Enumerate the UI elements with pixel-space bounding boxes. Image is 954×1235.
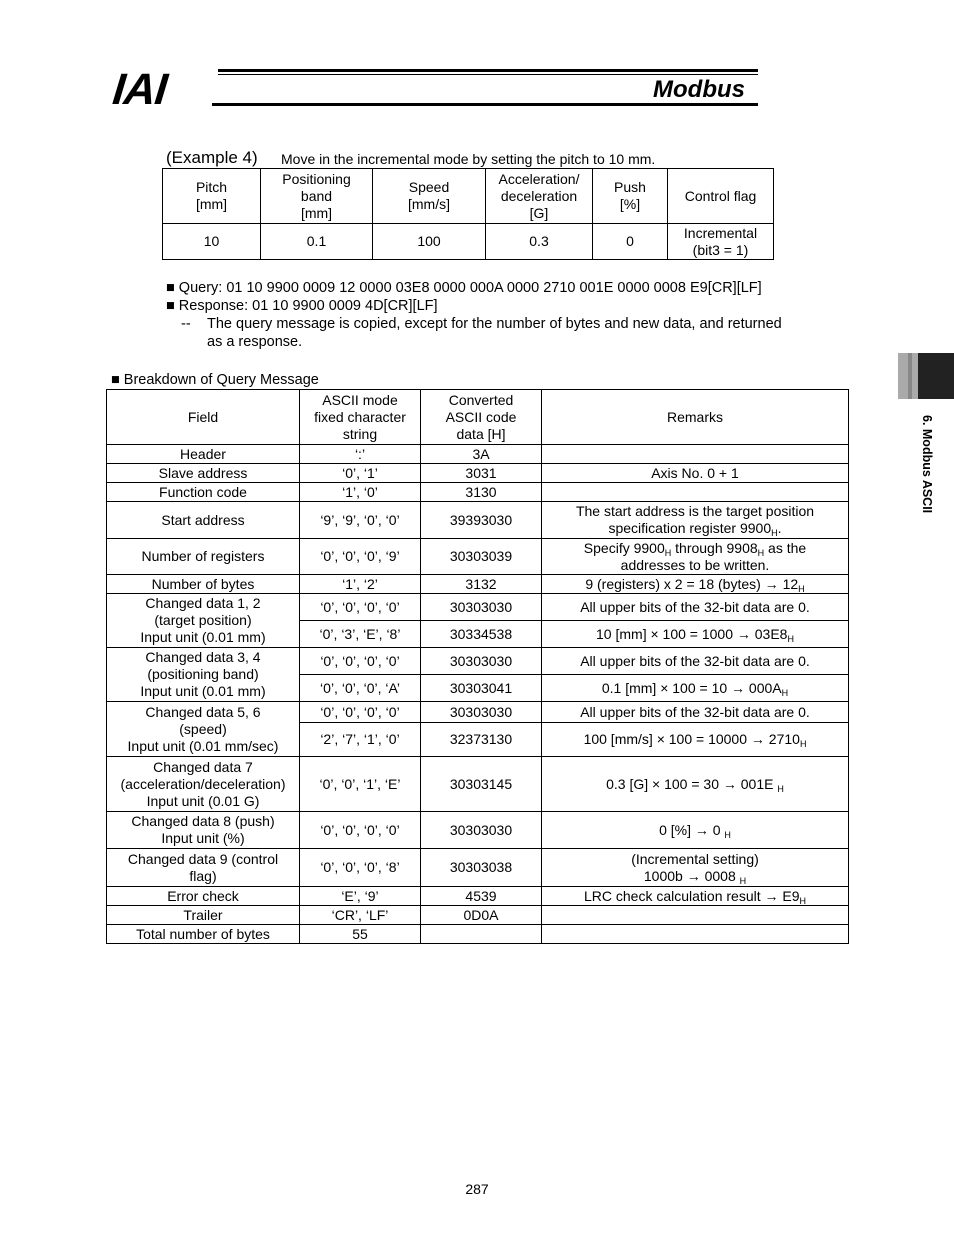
example-description: Move in the incremental mode by setting the pitch to 10 mm.: [281, 151, 656, 167]
remarks-cell: [542, 445, 849, 464]
field-cell: Changed data 8 (push) Input unit (%): [107, 812, 300, 849]
breakdown-table: [106, 389, 849, 944]
value-cell: 10: [163, 224, 261, 260]
field-cell: Header: [107, 445, 300, 464]
field-cell: Slave address: [107, 464, 300, 483]
remarks-cell: 10 $[mm] \times 100 = 1000 \to 03E8_H$: [542, 621, 849, 648]
ascii-cell: ‘0’, ‘0’, ‘1’, ‘E’: [300, 757, 421, 812]
header-cell: Positioning band [mm]: [261, 169, 373, 224]
remarks-cell: [542, 483, 849, 502]
value-cell: 0: [593, 224, 668, 260]
header-cell: Field: [107, 390, 300, 445]
ascii-cell: ‘CR’, ‘LF’: [300, 906, 421, 925]
header-cell: Remarks: [542, 390, 849, 445]
field-cell: Function code: [107, 483, 300, 502]
code-cell: 0D0A: [421, 906, 542, 925]
page-number: 287: [465, 1181, 489, 1197]
remarks-cell: All upper bits of the 32-bit data are 0.: [542, 702, 849, 723]
response-line: ■ Response: 01 10 9900 0009 4D[CR][LF]: [166, 298, 438, 314]
value-cell: 0.1: [261, 224, 373, 260]
header-cell: Converted ASCII code data [H]: [421, 390, 542, 445]
code-cell: 30303030: [421, 702, 542, 723]
code-cell: 30303030: [421, 812, 542, 849]
ascii-cell: ‘:’: [300, 445, 421, 464]
code-cell: 30303038: [421, 849, 542, 887]
remarks-cell: 0 [%] → 0 $_H$: [542, 812, 849, 849]
ascii-cell: ‘0’, ‘0’, ‘0’, ‘A’: [300, 675, 421, 702]
side-tab-marker-mid: [908, 353, 912, 399]
example-title: (Example 4): [166, 148, 258, 167]
header-cell: Control flag: [668, 169, 774, 224]
code-cell: 30334538: [421, 621, 542, 648]
ascii-cell: ‘E’, ‘9’: [300, 887, 421, 906]
remarks-cell: LRC check calculation result → $E9_H$: [542, 887, 849, 906]
remarks-cell: All upper bits of the 32-bit data are 0.: [542, 594, 849, 621]
ascii-cell: ‘1’, ‘2’: [300, 575, 421, 594]
header-cell: ASCII mode fixed character string: [300, 390, 421, 445]
field-cell: Changed data 7 (acceleration/deceleration) Input unit (0.01 G): [107, 757, 300, 812]
note-dash: --: [181, 316, 191, 332]
header-cell: Push [%]: [593, 169, 668, 224]
ascii-cell: ‘0’, ‘1’: [300, 464, 421, 483]
code-cell: 3A: [421, 445, 542, 464]
header-cell: Speed [mm/s]: [373, 169, 486, 224]
value-cell: 100: [373, 224, 486, 260]
query-line: ■ Query: 01 10 9900 0009 12 0000 03E8 0000 000A 0000 2710 001E 0000 0008 E9[CR][LF]: [166, 280, 762, 296]
remarks-cell: 0.1 $[mm] \times 100 = 10 \to 000A_H$: [542, 675, 849, 702]
header-title: Modbus: [653, 76, 745, 103]
side-tab-label: 6. Modbus ASCII: [920, 415, 934, 514]
code-cell: 39393030: [421, 502, 542, 539]
remarks-cell: [542, 906, 849, 925]
code-cell: 30303030: [421, 594, 542, 621]
ascii-cell: ‘0’, ‘0’, ‘0’, ‘0’: [300, 594, 421, 621]
field-cell: Number of registers: [107, 539, 300, 575]
remarks-cell: All upper bits of the 32-bit data are 0.: [542, 648, 849, 675]
field-cell: Changed data 1, 2 (target position) Input unit (0.01 mm): [107, 594, 300, 648]
ascii-cell: ‘1’, ‘0’: [300, 483, 421, 502]
ascii-cell: ‘9’, ‘9’, ‘0’, ‘0’: [300, 502, 421, 539]
note-line: as a response.: [207, 334, 303, 350]
remarks-cell: 0.3 [G] × 100 = 30 → 001E $_H$: [542, 757, 849, 812]
code-cell: 30303030: [421, 648, 542, 675]
code-cell: 30303041: [421, 675, 542, 702]
ascii-cell: ‘0’, ‘0’, ‘0’, ‘0’: [300, 648, 421, 675]
header-rule-top-thin: [218, 74, 758, 75]
remarks-cell: 100 $[mm/s] \times 100 = 10000 \to 2710_H$: [542, 723, 849, 757]
code-cell: 30303039: [421, 539, 542, 575]
code-cell: 3031: [421, 464, 542, 483]
code-cell: 30303145: [421, 757, 542, 812]
remarks-cell: [542, 925, 849, 944]
remarks-cell: 9 (registers) x 2 = 18 (bytes) → $12_H$: [542, 575, 849, 594]
code-cell: 4539: [421, 887, 542, 906]
code-cell: 32373130: [421, 723, 542, 757]
ascii-cell: ‘0’, ‘0’, ‘0’, ‘0’: [300, 812, 421, 849]
code-cell: 3130: [421, 483, 542, 502]
breakdown-title: ■ Breakdown of Query Message: [111, 372, 319, 388]
ascii-cell: 55: [300, 925, 421, 944]
side-tab-marker-dark: [918, 353, 954, 399]
field-cell: Changed data 5, 6 (speed) Input unit (0.01 mm/sec): [107, 702, 300, 757]
value-cell: 0.3: [486, 224, 593, 260]
value-cell: Incremental (bit3 = 1): [668, 224, 774, 260]
code-cell: 3132: [421, 575, 542, 594]
note-line: The query message is copied, except for the number of bytes and new data, and returned: [207, 316, 782, 332]
field-cell: Changed data 3, 4 (positioning band) Input unit (0.01 mm): [107, 648, 300, 702]
iai-logo: IAI: [110, 65, 169, 114]
field-cell: Number of bytes: [107, 575, 300, 594]
ascii-cell: ‘2’, ‘7’, ‘1’, ‘0’: [300, 723, 421, 757]
remarks-cell: Axis No. 0 + 1: [542, 464, 849, 483]
header-cell: Acceleration/ deceleration [G]: [486, 169, 593, 224]
ascii-cell: ‘0’, ‘0’, ‘0’, ‘9’: [300, 539, 421, 575]
ascii-cell: ‘0’, ‘0’, ‘0’, ‘8’: [300, 849, 421, 887]
field-cell: Total number of bytes: [107, 925, 300, 944]
remarks-cell: The start address is the target position specification register $9900_H$.: [542, 502, 849, 539]
field-cell: Error check: [107, 887, 300, 906]
field-cell: Start address: [107, 502, 300, 539]
field-cell: Changed data 9 (control flag): [107, 849, 300, 887]
example-parameter-table: [162, 168, 774, 260]
ascii-cell: ‘0’, ‘0’, ‘0’, ‘0’: [300, 702, 421, 723]
field-cell: Trailer: [107, 906, 300, 925]
code-cell: [421, 925, 542, 944]
header-rule-top: [218, 69, 758, 72]
ascii-cell: ‘0’, ‘3’, ‘E’, ‘8’: [300, 621, 421, 648]
remarks-cell: Specify $9900_H$ through $9908_H$ as the addresses to be written.: [542, 539, 849, 575]
remarks-cell: (Incremental setting) 1000b → 0008 $_H$: [542, 849, 849, 887]
header-cell: Pitch [mm]: [163, 169, 261, 224]
